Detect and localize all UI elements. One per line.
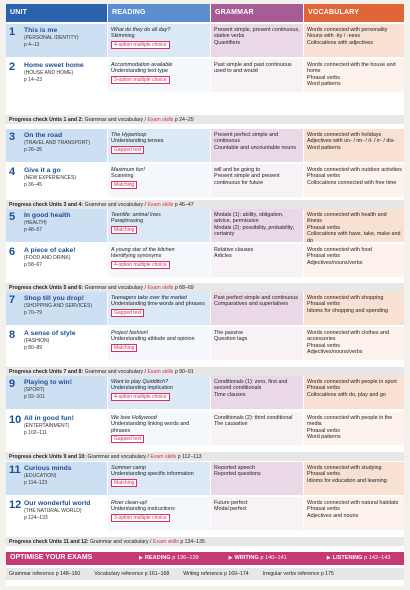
unit-title[interactable]: Give it a go [24,167,61,174]
unit-cell [6,209,107,242]
grammar-line: The causative [214,421,248,428]
vocabulary-line: Words connected with health and illness [307,212,387,225]
reading-line: River clean-up! [111,500,148,506]
task-type-badge: Matching [111,344,137,352]
reading-line: The Hyperloop [111,132,147,138]
vocabulary-line: Words connected with people in the media [307,415,393,428]
unit-title[interactable]: All in good fun! [24,415,74,422]
vocabulary-line: Collocations with have, take, make and do [307,231,401,242]
unit-pages: p 36–45 [24,182,43,189]
reading-line: Summer camp [111,465,147,471]
reading-cell [108,244,210,277]
unit-cell [6,24,107,57]
reading-cell [108,327,210,360]
reading-line: Project fashion! [111,330,149,336]
unit-number: 9 [9,378,16,390]
grammar-line: Future perfect [214,500,248,506]
vocabulary-line: Words connected with the house and home [307,62,396,75]
unit-info [21,330,76,360]
header-vocabulary: VOCABULARY [304,4,404,22]
exam-skills-label: Exam skills [152,539,179,545]
task-type-badge: Gapped text [111,146,144,154]
reading-line: Understanding time words and phrases [111,301,205,308]
progress-check-label: Progress check Units 5 and 6: [9,285,84,291]
unit-info [21,500,90,530]
unit-cell [6,244,107,277]
unit-cell [6,462,107,495]
unit-row [6,327,404,360]
vocabulary-line: Words connected with holidays [307,132,382,138]
vocabulary-line: Word patterns [307,434,341,441]
reading-cell [108,209,210,242]
unit-title[interactable]: A sense of style [24,330,76,337]
progress-check-pages: p 24–25 [174,117,194,123]
grammar-line: Past perfect simple and continuous [214,295,298,301]
unit-pages: p 114–123 [24,480,48,487]
unit-pages: p 92–101 [24,394,45,401]
progress-check-text: Grammar and vocabulary / [84,285,146,291]
unit-row [6,462,404,495]
reading-cell [108,497,210,530]
unit-row [6,164,404,197]
progress-check-text: Grammar and vocabulary / [84,369,146,375]
vocabulary-line: Collocations with adjectives [307,39,373,46]
vocabulary-line: Adjectives and nouns [307,512,359,519]
unit-cell [6,376,107,409]
vocabulary-line: Collocations with do, play and go [307,391,386,398]
grammar-line: Countable and uncountable nouns [214,144,297,151]
vocabulary-line: Words connected with studying [307,465,382,471]
unit-title[interactable]: A piece of cake! [24,247,76,254]
reading-cell [108,292,210,325]
vocabulary-cell [304,209,404,242]
unit-info [21,247,76,277]
progress-check-text: Grammar and vocabulary / [84,202,146,208]
vocabulary-line: Phrasal verbs [307,471,340,478]
unit-info [21,415,74,445]
unit-number: 11 [9,464,21,476]
unit-info [21,379,72,409]
grammar-line: Conditionals (1): zero, first and second conditionals [214,379,288,392]
grammar-line: Reported speech [214,465,256,471]
unit-title[interactable]: Shop till you drop! [24,295,85,302]
grammar-line: Conditionals (2): third conditional [214,415,293,421]
vocabulary-line: Nouns with -ity / -ness [307,33,361,40]
unit-number: 12 [9,499,22,511]
progress-check-bar[interactable] [6,537,404,546]
exam-skills-label: Exam skills [147,117,174,123]
grammar-cell [211,129,303,162]
progress-check-pages: p 46–47 [174,202,194,208]
unit-cell [6,412,107,445]
grammar-cell [211,376,303,409]
task-type-badge: 3-option multiple choice [111,76,170,84]
reading-line: What do they do all day? [111,27,171,33]
grammar-cell [211,244,303,277]
vocabulary-line: Idioms for shopping and spending [307,307,388,314]
vocabulary-reference[interactable]: Vocabulary reference p 161–168 [94,570,170,577]
unit-subtitle: (HEALTH) [24,220,47,227]
optimise-writing[interactable]: ▶ WRITING p 140–141 [228,555,287,562]
progress-check-bar[interactable] [6,115,404,124]
unit-info [21,132,90,162]
reading-cell [108,412,210,445]
progress-check-text: Grammar and vocabulary / [84,117,146,123]
optimise-your-exams-bar [6,552,404,565]
exam-skills-label: Exam skills [150,454,177,460]
grammar-line: Quantifiers [214,39,241,46]
arrow-right-icon: ▶ [326,555,331,562]
unit-title[interactable]: Playing to win! [24,379,72,386]
task-type-badge: Matching [111,181,137,189]
vocabulary-line: Word patterns [307,81,341,88]
vocabulary-line: Phrasal verbs [307,301,340,308]
header-grammar: GRAMMAR [211,4,303,22]
vocabulary-cell [304,497,404,530]
unit-title[interactable]: In good health [24,212,71,219]
exam-skills-label: Exam skills [147,285,174,291]
reading-line: Understanding instructions [111,506,175,513]
vocabulary-line: Collocations connected with free time [307,179,397,186]
optimise-reading[interactable]: ▶ READING p 136–139 [139,555,199,562]
unit-subtitle: (NEW EXPERIENCES) [24,175,76,182]
unit-info [21,27,79,57]
reading-line: A young star of the kitchen [111,247,175,253]
arrow-right-icon: ▶ [139,555,143,562]
references-bar [6,568,404,580]
task-type-badge: 4-option multiple choice [111,41,170,49]
unit-info [21,62,84,92]
vocabulary-line: Word patterns [307,144,341,151]
reading-line: Understanding text type [111,68,168,75]
task-type-badge: Matching [111,479,137,487]
vocabulary-line: Words connected with natural habitats [307,500,399,506]
reading-line: Understanding linking words and phrases [111,421,190,434]
reading-line: Teenagers take over the market [111,295,187,301]
vocabulary-cell [304,376,404,409]
unit-row [6,412,404,445]
unit-row [6,59,404,92]
vocabulary-cell [304,462,404,495]
unit-subtitle: (FASHION) [24,338,50,345]
vocabulary-line: Phrasal verbs [307,173,340,180]
unit-cell [6,129,107,162]
reading-line: Understanding attitude and opinion [111,336,195,343]
unit-pages: p 58–67 [24,262,43,269]
unit-subtitle: (FOOD AND DRINK) [24,255,71,262]
reading-cell [108,24,210,57]
progress-check-pages: p 90–91 [174,369,194,375]
vocabulary-cell [304,164,404,197]
task-type-badge: 4-option multiple choice [111,393,170,401]
unit-row [6,244,404,277]
progress-check-bar[interactable] [6,200,404,209]
vocabulary-cell [304,24,404,57]
grammar-cell [211,164,303,197]
unit-subtitle: (EDUCATION) [24,473,57,480]
task-type-badge: Gapped text [111,435,144,443]
vocabulary-line: Idioms for education and learning [307,477,387,484]
unit-subtitle: (HOUSE AND HOME) [24,70,74,77]
unit-title[interactable]: Our wonderful world [24,500,91,507]
vocabulary-line: Phrasal verbs [307,427,340,434]
contents-page [6,4,404,586]
unit-row [6,292,404,325]
unit-title[interactable]: This is me [24,27,58,34]
unit-cell [6,497,107,530]
irregular-verbs-reference[interactable]: Irregular verbs reference p 175 [262,570,334,577]
reading-line: Understanding tenses [111,138,164,145]
unit-subtitle: (SHOPPING AND SERVICES) [24,303,92,310]
progress-check-bar[interactable] [6,367,404,376]
grammar-line: Articles [214,253,232,260]
unit-number: 5 [9,211,16,223]
optimise-listening[interactable]: ▶ LISTENING p 142–143 [326,555,391,562]
vocabulary-line: Adjectives with un- / im- / il- / ir- / dis- [307,138,396,145]
reading-line: Scanning [111,173,134,180]
exam-skills-label: Exam skills [147,202,174,208]
unit-row [6,497,404,530]
vocabulary-cell [304,59,404,92]
unit-info [21,465,72,495]
vocabulary-line: Phrasal verbs [307,74,340,81]
reading-cell [108,376,210,409]
unit-pages: p 70–79 [24,310,43,317]
grammar-line: Question tags [214,336,248,343]
grammar-line: Comparatives and superlatives [214,301,289,308]
reading-cell [108,462,210,495]
grammar-cell [211,497,303,530]
unit-subtitle: (TRAVEL AND TRANSPORT) [24,140,90,147]
reading-line: We love Hollywood [111,415,157,421]
reading-cell [108,59,210,92]
progress-check-pages: p 112–113 [177,454,202,460]
grammar-line: Modal perfect [214,506,247,513]
unit-subtitle: (SPORT) [24,387,45,394]
unit-row [6,376,404,409]
grammar-cell [211,24,303,57]
unit-pages: p 26–35 [24,147,43,154]
reading-line: Skimming [111,33,135,40]
unit-number: 3 [9,131,16,143]
task-type-badge: Matching [111,226,137,234]
grammar-line: The passive [214,330,244,336]
unit-number: 6 [9,246,16,258]
unit-pages: p 4–13 [24,42,40,49]
unit-row [6,209,404,242]
header-reading: READING [108,4,210,22]
vocabulary-line: Adjectives/nouns/verbs [307,349,363,356]
unit-title[interactable]: Curious minds [24,465,72,472]
unit-cell [6,164,107,197]
unit-subtitle: (THE NATURAL WORLD) [24,508,82,515]
grammar-cell [211,462,303,495]
vocabulary-cell [304,327,404,360]
unit-row [6,129,404,162]
grammar-line: Reported questions [214,471,261,478]
progress-check-label: Progress check Units 1 and 2: [9,117,84,123]
task-type-badge: Gapped text [111,309,144,317]
progress-check-label: Progress check Units 9 and 10: [9,454,86,460]
vocabulary-line: Words connected with food [307,247,372,253]
grammar-line: Present perfect simple and continuous [214,132,279,145]
optimise-title: OPTIMISE YOUR EXAMS [10,554,93,562]
progress-check-label: Progress check Units 3 and 4: [9,202,84,208]
vocabulary-line: Words connected with outdoor activities [307,167,402,173]
arrow-right-icon: ▶ [228,555,233,562]
grammar-line: Modals (1): ability, obligation, advice, permission [214,212,284,225]
vocabulary-cell [304,244,404,277]
vocabulary-line: Words connected with clothes and accessories [307,330,390,343]
reading-line: Maximum fun! [111,167,145,173]
unit-number: 2 [9,61,16,73]
unit-subtitle: (PERSONAL IDENTITY) [24,35,79,42]
vocabulary-line: Words connected with people in sport [307,379,397,385]
vocabulary-line: Phrasal verbs [307,253,340,260]
table-header [6,4,404,22]
unit-number: 7 [9,294,16,306]
reading-line: Paraphrasing [111,218,144,225]
grammar-reference[interactable]: Grammar reference p 148–160 [9,570,81,577]
unit-number: 8 [9,329,16,341]
task-type-badge: 3-option multiple choice [111,514,170,522]
vocabulary-line: Words connected with shopping [307,295,384,301]
grammar-line: Time clauses [214,391,246,398]
header-unit: UNIT [6,4,107,22]
unit-pages: p 48–57 [24,227,43,234]
unit-info [21,212,70,242]
unit-info [21,295,92,325]
exam-skills-label: Exam skills [147,369,174,375]
vocabulary-line: Phrasal verbs [307,385,340,392]
unit-cell [6,59,107,92]
unit-cell [6,292,107,325]
grammar-cell [211,209,303,242]
grammar-cell [211,59,303,92]
reading-line: Identifying synonyms [111,253,162,260]
unit-pages: p 124–133 [24,515,48,522]
unit-row [6,24,404,57]
progress-check-pages: p 134–135 [180,539,205,545]
vocabulary-line: Adjectives/nouns/verbs [307,259,363,266]
grammar-line: Present simple and present continuous for future [214,173,280,186]
unit-number: 4 [9,166,16,178]
progress-check-label: Progress check Units 7 and 8: [9,369,84,375]
reading-line: Understanding implication [111,385,174,392]
unit-number: 1 [9,26,16,38]
writing-reference[interactable]: Writing reference p 169–174 [183,570,249,577]
vocabulary-line: Phrasal verbs [307,342,340,349]
reading-line: Teenlife: animal lives [111,212,161,218]
reading-cell [108,164,210,197]
grammar-line: Modals (2): possibility, probability, certainty [214,224,295,238]
progress-check-pages: p 68–69 [174,285,194,291]
task-type-badge: 4-option multiple choice [111,261,170,269]
unit-title[interactable]: On the road [24,132,63,139]
reading-line: Understanding specific information [111,471,194,478]
unit-pages: p 14–23 [24,77,43,84]
progress-check-bar[interactable] [6,283,404,292]
unit-pages: p 102–111 [24,430,47,437]
reading-line: Accommodation available [111,62,173,68]
unit-subtitle: (ENTERTAINMENT) [24,423,70,430]
grammar-line: Relative clauses [214,247,254,253]
grammar-cell [211,292,303,325]
vocabulary-cell [304,292,404,325]
unit-number: 10 [9,414,22,426]
grammar-cell [211,327,303,360]
grammar-line: Present simple, present continuous, stative verbs [214,27,300,40]
grammar-cell [211,412,303,445]
vocabulary-line: Phrasal verbs [307,224,340,231]
grammar-line: Past simple and past continuous [214,62,292,68]
vocabulary-cell [304,129,404,162]
progress-check-text: Grammar and vocabulary / [87,454,149,460]
reading-cell [108,129,210,162]
unit-info [21,167,76,197]
vocabulary-line: Words connected with personality [307,27,388,33]
unit-pages: p 80–89 [24,345,43,352]
vocabulary-line: Phrasal verbs [307,506,340,513]
progress-check-bar[interactable] [6,452,404,461]
grammar-line: used to and would [214,68,258,75]
unit-title[interactable]: Home sweet home [24,62,84,69]
vocabulary-cell [304,412,404,445]
unit-cell [6,327,107,360]
progress-check-label: Progress check Units 11 and 12: [9,539,89,545]
progress-check-text: Grammar and vocabulary / [90,539,152,545]
reading-line: Want to play Quidditch? [111,379,169,385]
grammar-line: will and be going to [214,167,261,173]
